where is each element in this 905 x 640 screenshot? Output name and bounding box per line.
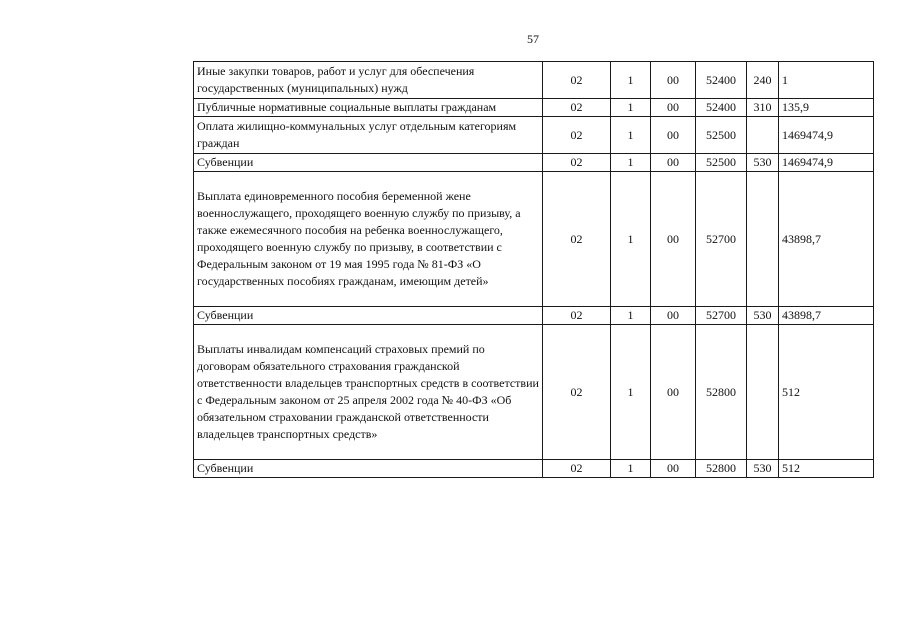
direction-code: 52400 — [696, 62, 747, 99]
direction-code: 52700 — [696, 307, 747, 325]
row-description: Публичные нормативные социальные выплаты гражданам — [194, 99, 543, 117]
expense-type-code: 530 — [747, 307, 779, 325]
section-code: 02 — [543, 154, 611, 172]
direction-code: 52500 — [696, 117, 747, 154]
section-code: 02 — [543, 62, 611, 99]
program-code: 00 — [651, 307, 696, 325]
subsection-code: 1 — [611, 117, 651, 154]
expense-type-code: 310 — [747, 99, 779, 117]
amount-value: 43898,7 — [779, 307, 874, 325]
row-description: Субвенции — [194, 154, 543, 172]
program-code: 00 — [651, 460, 696, 478]
page-number: 57 — [527, 32, 539, 46]
subsection-code: 1 — [611, 325, 651, 460]
program-code: 00 — [651, 117, 696, 154]
amount-value: 1469474,9 — [779, 154, 874, 172]
amount-value: 512 — [779, 325, 874, 460]
table-row — [194, 307, 874, 325]
section-code: 02 — [543, 460, 611, 478]
subsection-code: 1 — [611, 307, 651, 325]
amount-value: 512 — [779, 460, 874, 478]
subsection-code: 1 — [611, 99, 651, 117]
table-row — [194, 99, 874, 117]
amount-value: 43898,7 — [779, 172, 874, 307]
subsection-code: 1 — [611, 460, 651, 478]
program-code: 00 — [651, 172, 696, 307]
section-code: 02 — [543, 99, 611, 117]
table-row — [194, 460, 874, 478]
section-code: 02 — [543, 325, 611, 460]
row-description: Оплата жилищно-коммунальных услуг отдельным категориям граждан — [194, 117, 543, 154]
row-description: Выплата единовременного пособия беременной жене военнослужащего, проходящего военную службу по призыву, а также ежемесячного пособия на ребенка военнослужащего, проходящего военную службу по призыву, в соответствии с Федеральным законом от 19 мая 1995 года № 81-ФЗ «О государственных пособиях гражданам, имеющим детей» — [194, 172, 543, 307]
program-code: 00 — [651, 325, 696, 460]
expense-type-code — [747, 325, 779, 460]
amount-value: 1 — [779, 62, 874, 99]
section-code: 02 — [543, 172, 611, 307]
table-row — [194, 154, 874, 172]
program-code: 00 — [651, 99, 696, 117]
subsection-code: 1 — [611, 62, 651, 99]
section-code: 02 — [543, 307, 611, 325]
expense-type-code: 530 — [747, 154, 779, 172]
table-row — [194, 62, 874, 99]
table-row — [194, 117, 874, 154]
row-description: Субвенции — [194, 460, 543, 478]
direction-code: 52800 — [696, 325, 747, 460]
amount-value: 135,9 — [779, 99, 874, 117]
table-row — [194, 325, 874, 460]
table-row — [194, 172, 874, 307]
budget-table — [193, 61, 874, 478]
direction-code: 52500 — [696, 154, 747, 172]
subsection-code: 1 — [611, 154, 651, 172]
row-description: Иные закупки товаров, работ и услуг для обеспечения государственных (муниципальных) нужд — [194, 62, 543, 99]
expense-type-code — [747, 117, 779, 154]
direction-code: 52700 — [696, 172, 747, 307]
program-code: 00 — [651, 154, 696, 172]
row-description: Субвенции — [194, 307, 543, 325]
section-code: 02 — [543, 117, 611, 154]
direction-code: 52800 — [696, 460, 747, 478]
expense-type-code — [747, 172, 779, 307]
direction-code: 52400 — [696, 99, 747, 117]
amount-value: 1469474,9 — [779, 117, 874, 154]
expense-type-code: 530 — [747, 460, 779, 478]
subsection-code: 1 — [611, 172, 651, 307]
expense-type-code: 240 — [747, 62, 779, 99]
row-description: Выплаты инвалидам компенсаций страховых премий по договорам обязательного страхования гражданской ответственности владельцев транспортных средств в соответствии с Федеральным законом от 25 апреля 2002 года № 40-ФЗ «Об обязательном страховании гражданской ответственности владельцев транспортных средств» — [194, 325, 543, 460]
program-code: 00 — [651, 62, 696, 99]
